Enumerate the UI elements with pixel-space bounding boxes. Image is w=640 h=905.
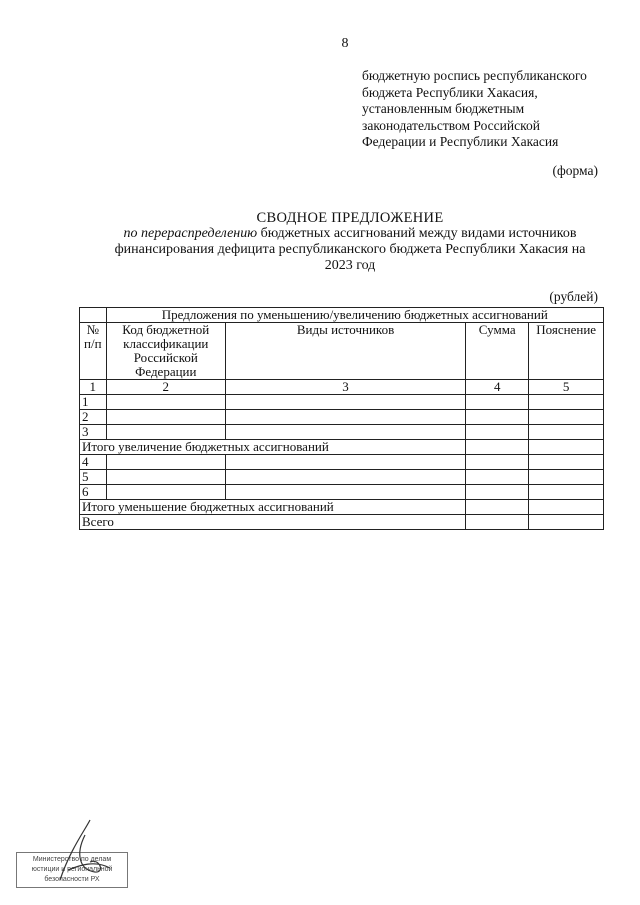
- table-header-row: [80, 323, 604, 380]
- table-group-header-row: [80, 308, 604, 323]
- numbering-cell: 2: [106, 380, 225, 395]
- header-kind: Виды источников: [226, 323, 466, 380]
- stamp-line: Министерство по делам: [32, 856, 112, 863]
- table-row: [80, 485, 604, 500]
- table-cell: [226, 470, 466, 485]
- total-decrease-row: [80, 500, 604, 515]
- subtitle-rest: бюджетных ассигнований между видами источников: [257, 226, 577, 241]
- proposal-table: [79, 307, 604, 530]
- table-row: [80, 425, 604, 440]
- table-cell: [529, 410, 604, 425]
- table-cell: [529, 455, 604, 470]
- table-row: [80, 410, 604, 425]
- header-note: Пояснение: [529, 323, 604, 380]
- table-cell: [106, 395, 225, 410]
- table-cell: [226, 395, 466, 410]
- signature-icon: [40, 810, 120, 890]
- table-cell: [106, 425, 225, 440]
- table-row: [80, 470, 604, 485]
- document-title-block: [100, 210, 600, 274]
- row-num: 5: [80, 470, 107, 485]
- stamp-line: юстиции и региональной: [31, 866, 113, 873]
- table-row: [80, 395, 604, 410]
- table-cell: [466, 500, 529, 515]
- header-line: бюджетную роспись республиканского: [362, 68, 587, 83]
- document-subtitle: [100, 226, 600, 242]
- table-cell: [529, 485, 604, 500]
- table-cell: [466, 425, 529, 440]
- table-cell: [466, 470, 529, 485]
- table-cell: [466, 485, 529, 500]
- table-cell: [106, 470, 225, 485]
- table-cell: [466, 515, 529, 530]
- header-line: законодательством Российской: [362, 117, 540, 133]
- table-cell: [466, 395, 529, 410]
- row-num: 6: [80, 485, 107, 500]
- group-header: Предложения по уменьшению/увеличению бюджетных ассигнований: [106, 308, 603, 323]
- row-num: 4: [80, 455, 107, 470]
- row-num: 1: [80, 395, 107, 410]
- row-num: 3: [80, 425, 107, 440]
- numbering-cell: 5: [529, 380, 604, 395]
- total-increase-row: [80, 440, 604, 455]
- table-row: [80, 455, 604, 470]
- header-code: Код бюджетной классификации Российской Федерации: [106, 323, 225, 380]
- subtitle-italic-part: по перераспределению: [123, 226, 258, 241]
- table-cell: [226, 455, 466, 470]
- table-cell: [466, 440, 529, 455]
- table-cell: [226, 425, 466, 440]
- table-cell: [226, 410, 466, 425]
- numbering-cell: 1: [80, 380, 107, 395]
- table-cell: [529, 425, 604, 440]
- document-subtitle-line2: финансирования дефицита республиканского бюджета Республики Хакасия на: [114, 242, 586, 257]
- stamp-line: безопасности РХ: [44, 876, 100, 883]
- total-increase-label: Итого увеличение бюджетных ассигнований: [80, 440, 466, 455]
- table-cell: [529, 470, 604, 485]
- page-number: 8: [341, 36, 349, 51]
- numbering-row: [80, 380, 604, 395]
- table-cell: [226, 485, 466, 500]
- row-num: 2: [80, 410, 107, 425]
- table-cell: [529, 440, 604, 455]
- document-subtitle-line3: 2023 год: [324, 258, 376, 273]
- table-cell: [466, 410, 529, 425]
- units-label: (рублей): [549, 289, 598, 304]
- header-num: № п/п: [80, 323, 107, 380]
- table-cell: [529, 500, 604, 515]
- header-line: бюджета Республики Хакасия,: [362, 84, 538, 100]
- table-cell: [106, 455, 225, 470]
- table-cell: [106, 410, 225, 425]
- header-line: Федерации и Республики Хакасия: [362, 134, 559, 149]
- grand-total-label: Всего: [80, 515, 466, 530]
- numbering-cell: 3: [226, 380, 466, 395]
- form-label: (форма): [552, 163, 598, 178]
- table-cell: [529, 395, 604, 410]
- table-cell: [466, 455, 529, 470]
- grand-total-row: [80, 515, 604, 530]
- header-line: установленным бюджетным: [362, 101, 525, 116]
- table-cell: [106, 485, 225, 500]
- table-cell: [529, 515, 604, 530]
- total-decrease-label: Итого уменьшение бюджетных ассигнований: [80, 500, 466, 515]
- document-title: СВОДНОЕ ПРЕДЛОЖЕНИЕ: [256, 210, 444, 226]
- table-cell: [80, 308, 107, 323]
- header-sum: Сумма: [466, 323, 529, 380]
- numbering-cell: 4: [466, 380, 529, 395]
- header-reference-text: [362, 68, 622, 151]
